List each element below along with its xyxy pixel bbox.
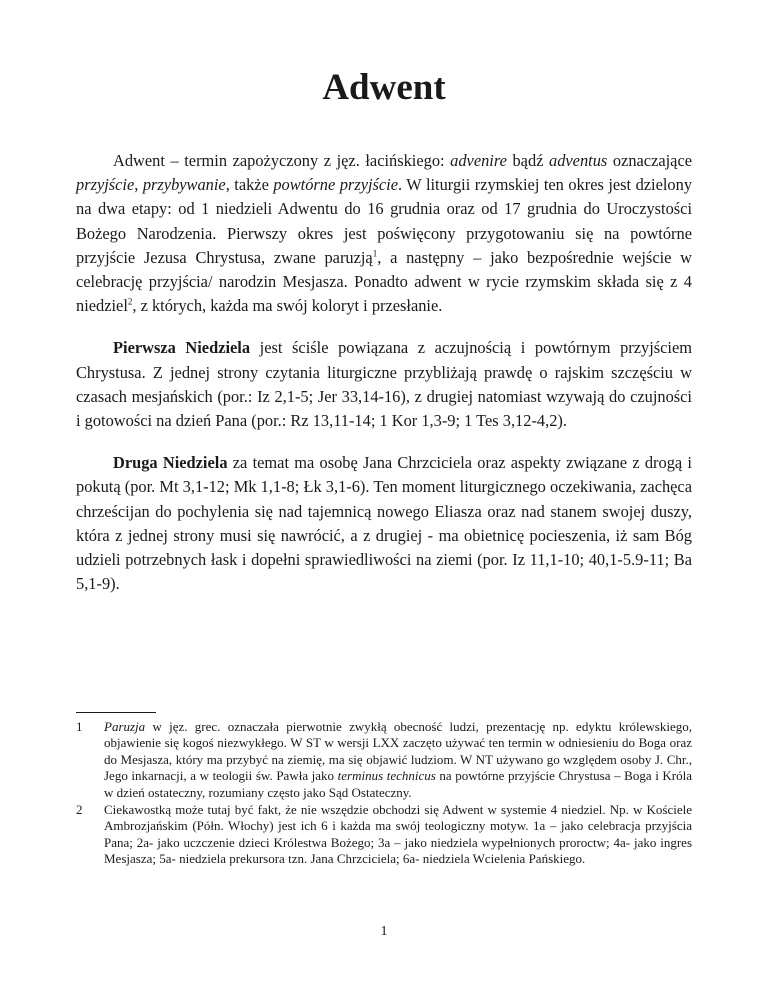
italic-term: advenire bbox=[450, 151, 507, 170]
italic-term: terminus technicus bbox=[337, 768, 436, 784]
body-text bbox=[76, 149, 692, 614]
text-run: jest ściśle powiązana z aczujnością i powtórnym przyjściem Chrystusa. Z jednej strony czytania liturgiczne przybliżają prawdę o rajskim szczęściu w czasach mesjańskich (por.: Iz 2,1-5; Jer 33,14-16), z drugiej natomiast wzywają do czujności i gotowości na dzień Pana (por.: Rz 13,11-14; 1 Kor 1,3-9; 1 Tes 3,12-4,2). bbox=[76, 338, 692, 431]
paragraph-second-sunday bbox=[76, 451, 692, 596]
italic-term: powtórne przyjście bbox=[273, 175, 399, 195]
footnote-separator bbox=[76, 712, 156, 713]
footnote-1 bbox=[76, 719, 692, 801]
footnote-number: 1 bbox=[76, 719, 83, 734]
italic-term: adventus bbox=[549, 151, 608, 170]
text-run: Adwent – termin zapożyczony z jęz. łacińskiego: bbox=[113, 151, 451, 170]
footnote-ref-1[interactable]: 1 bbox=[372, 248, 378, 259]
paragraph-first-sunday bbox=[76, 336, 692, 433]
bold-heading: Pierwsza Niedziela bbox=[113, 338, 251, 358]
text-run: . W liturgii rzymskiej ten okres jest dzielony na dwa etapy: od 1 niedzieli Adwentu do 16 grudnia oraz od 17 grudnia do Uroczystości Bożego Narodzenia. Pierwszy okres jest poświęcony przygotowaniu się na powtórne przyjście Jezusa Chrystusa, zwane paruzją bbox=[76, 175, 693, 267]
text-run: oznaczające bbox=[607, 151, 693, 170]
text-run: w jęz. grec. oznaczała pierwotnie zwykłą obecność ludzi, prezentację np. edyktu królewskiego, objawienie się kogoś niezwykłego. W ST w wersji LXX zaczęto używać ten termin w odniesieniu do Boga oraz do Mesjasza, który ma przybyć na ziemię, ma się objawić ludziom. W NT używano go względem osoby J. Chr., Jego inkarnacji, a w teologii św. Pawła jako bbox=[104, 719, 692, 784]
bold-heading: Druga Niedziela bbox=[113, 453, 228, 473]
italic-term: przyjście, przybywanie bbox=[76, 175, 226, 195]
text-run: na powtórne przyjście Chrystusa – Boga i Króla w dzień ostateczny, rozumiany często jako Sąd Ostateczny. bbox=[104, 768, 692, 800]
text-run: Ciekawostką może tutaj być fakt, że nie wszędzie obchodzi się Adwent w systemie 4 niedziel. Np. w Kościele Ambrozjańskim (Półn. Włochy) jest ich 6 i każda ma swój teologiczny motyw. 1a – jako celebracja przyjścia Pana; 2a- jako uczczenie dzieci Królestwa Bożego; 3a – jako niedziela wypełnionych proroctw; 4a- jako ingres Mesjasza; 5a- niedziela prekursora tzn. Jana Chrzciciela; 6a- niedziela Wcielenia Pańskiego. bbox=[104, 802, 692, 867]
page-title: Adwent bbox=[322, 67, 446, 108]
page-number: 1 bbox=[380, 924, 388, 939]
italic-term: Paruzja bbox=[104, 719, 146, 734]
footnote-number: 2 bbox=[76, 802, 83, 818]
text-run: , także bbox=[225, 175, 274, 195]
paragraph-intro bbox=[76, 149, 692, 318]
footnotes bbox=[76, 719, 692, 869]
footnote-2 bbox=[76, 802, 692, 868]
text-run: , a następny – jako bezpośrednie wejście w celebrację przyjścia/ narodzin Mesjasza. Ponadto adwent w rycie rzymskim składa się z 4 niedziel bbox=[76, 247, 693, 316]
text-run: bądź bbox=[506, 151, 550, 170]
text-run: , z których, każda ma swój koloryt i przesłanie. bbox=[132, 296, 443, 316]
text-run: za temat ma osobę Jana Chrzciciela oraz aspekty związane z drogą i pokutą (por. Mt 3,1-12; Mk 1,1-8; Łk 3,1-6). Ten moment liturgicznego oczekiwania, zachęca chrześcijan do pochylenia się nad tajemnicą nowego Eliasza oraz nad stanem swojej duszy, która z jednej strony musi się nawrócić, a z drugiej - ma obietnicę pocieszenia, iż sam Bóg udzieli potrzebnych łask i dopełni sprawiedliwości na ziemi (por. Iz 11,1-10; 40,1-5.9-11; Ba 5,1-9). bbox=[76, 453, 692, 594]
footnote-ref-2[interactable]: 2 bbox=[127, 296, 133, 307]
